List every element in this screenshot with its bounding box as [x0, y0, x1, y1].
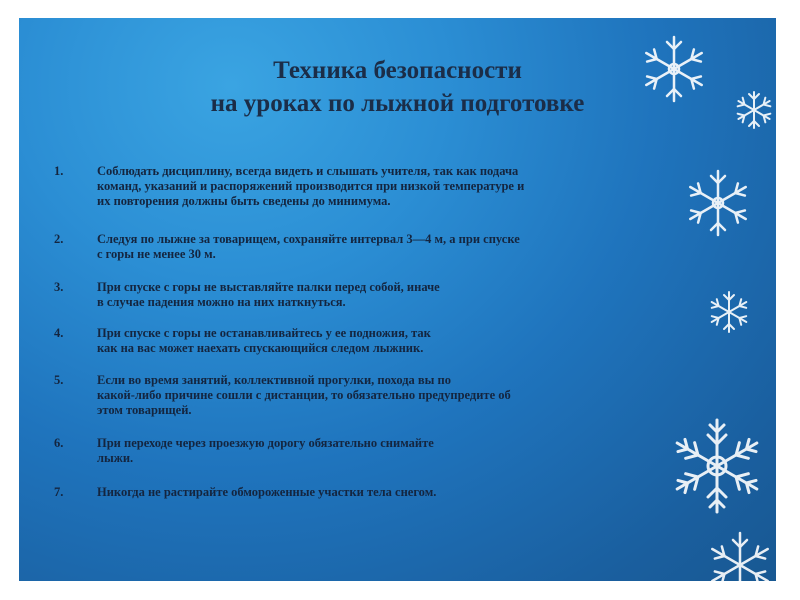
snowflake-icon — [667, 416, 767, 516]
rule-number: 3. — [54, 280, 64, 294]
rule-number: 7. — [54, 485, 64, 499]
snowflake-icon — [683, 168, 753, 238]
snowflake-icon — [707, 290, 751, 334]
title-line-1: Техника безопасности — [273, 57, 522, 84]
title-line-2: на уроках по лыжной подготовке — [210, 90, 585, 117]
snowflake-icon — [734, 90, 774, 130]
rule-number: 1. — [54, 164, 64, 178]
rule-text: Если во время занятий, коллективной прогулки, похода вы по какой-либо причине сошли с дистанции, то обязательно предупредите об этом товарищей. — [97, 373, 511, 417]
snowflake-icon — [639, 34, 709, 104]
rule-text: При переходе через проезжую дорогу обязательно снимайте лыжи. — [97, 436, 434, 465]
rule-number: 4. — [54, 326, 64, 340]
rule-number: 5. — [54, 373, 64, 387]
rule-number: 6. — [54, 436, 64, 450]
slide — [19, 18, 776, 581]
snowflake-icon — [705, 530, 775, 581]
rule-number: 2. — [54, 232, 64, 246]
rule-text: Следуя по лыжне за товарищем, сохраняйте интервал 3—4 м, а при спуске с горы не менее 30 м. — [97, 232, 520, 261]
rule-text: Никогда не растирайте обмороженные участки тела снегом. — [97, 485, 437, 499]
rule-text: При спуске с горы не выставляйте палки перед собой, иначе в случае падения можно на них наткнуться. — [97, 280, 440, 309]
rule-text: Соблюдать дисциплину, всегда видеть и слышать учителя, так как подача команд, указаний и распоряжений производится при низкой температуре и их повторения должны быть сведены до минимума. — [97, 164, 525, 208]
rule-text: При спуске с горы не останавливайтесь у ее подножия, так как на вас может наехать спускающийся следом лыжник. — [97, 326, 431, 355]
